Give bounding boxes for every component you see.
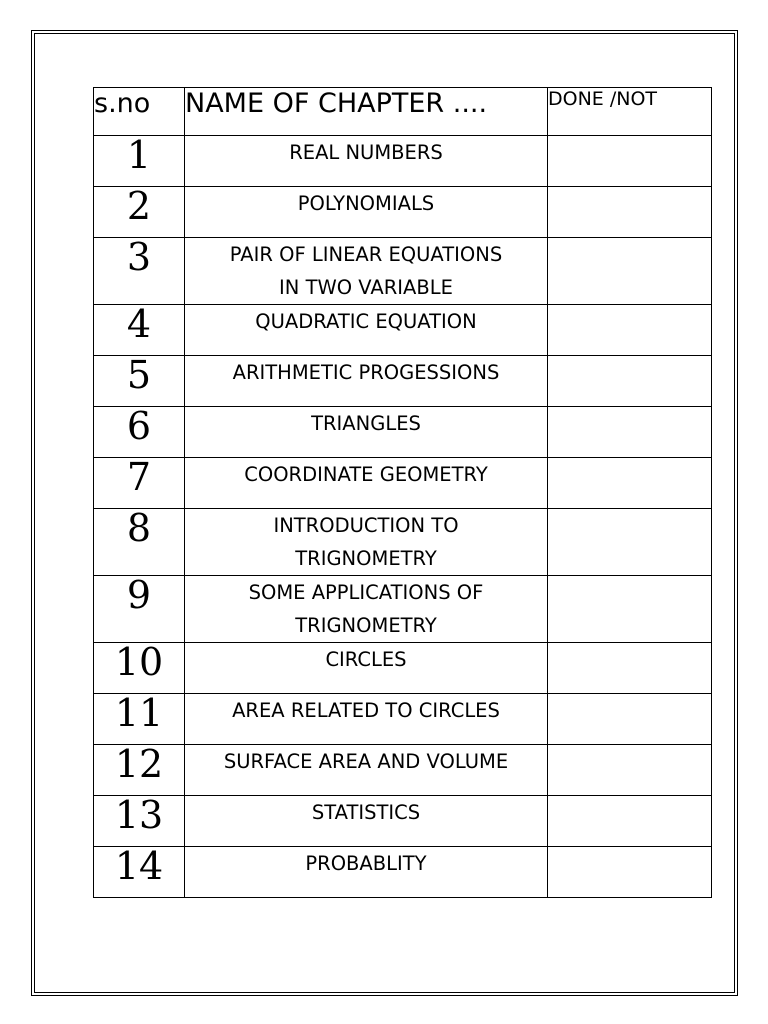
table-row	[94, 187, 712, 238]
done-status-cell[interactable]	[548, 796, 712, 847]
table-row	[94, 745, 712, 796]
chapter-name	[185, 458, 548, 509]
chapter-name	[185, 356, 548, 407]
chapter-name	[185, 407, 548, 458]
table-row	[94, 305, 712, 356]
table-row	[94, 694, 712, 745]
chapter-number: 5	[94, 356, 185, 407]
done-status-cell[interactable]	[548, 407, 712, 458]
chapter-name-line: INTRODUCTION TO	[273, 514, 459, 537]
header-done-status: DONE /NOT	[548, 88, 712, 136]
chapter-name-line: STATISTICS	[311, 801, 421, 824]
chapter-name	[185, 576, 548, 643]
chapter-number: 1	[94, 136, 185, 187]
chapter-name	[185, 643, 548, 694]
chapter-name-line: TRIANGLES	[311, 412, 421, 435]
chapter-name-line: CIRCLES	[325, 648, 407, 671]
table-row	[94, 238, 712, 305]
done-status-cell[interactable]	[548, 643, 712, 694]
done-status-cell[interactable]	[548, 847, 712, 898]
done-status-cell[interactable]	[548, 356, 712, 407]
chapter-name-line: REAL NUMBERS	[289, 141, 443, 164]
chapter-number: 10	[94, 643, 185, 694]
chapter-name-line: ARITHMETIC PROGESSIONS	[232, 361, 500, 384]
chapter-name-line: AREA RELATED TO CIRCLES	[232, 699, 500, 722]
chapter-number: 3	[94, 238, 185, 305]
chapter-name	[185, 238, 548, 305]
table-row	[94, 847, 712, 898]
chapter-name	[185, 694, 548, 745]
done-status-cell[interactable]	[548, 458, 712, 509]
table-row	[94, 643, 712, 694]
chapter-number: 8	[94, 509, 185, 576]
chapter-checklist-table	[93, 87, 712, 898]
done-status-cell[interactable]	[548, 187, 712, 238]
table-row	[94, 576, 712, 643]
chapter-number: 7	[94, 458, 185, 509]
table-row	[94, 356, 712, 407]
chapter-name	[185, 745, 548, 796]
done-status-cell[interactable]	[548, 136, 712, 187]
chapter-number: 12	[94, 745, 185, 796]
chapter-name	[185, 509, 548, 576]
table-row	[94, 509, 712, 576]
chapter-name-line: PAIR OF LINEAR EQUATIONS	[229, 243, 503, 266]
done-status-cell[interactable]	[548, 305, 712, 356]
chapter-number: 4	[94, 305, 185, 356]
done-status-cell[interactable]	[548, 745, 712, 796]
chapter-name	[185, 796, 548, 847]
done-status-cell[interactable]	[548, 694, 712, 745]
chapter-name-line: POLYNOMIALS	[297, 192, 435, 215]
chapter-name-line: SURFACE AREA AND VOLUME	[223, 750, 509, 773]
chapter-name-line: TRIGNOMETRY	[295, 614, 437, 637]
table-row	[94, 407, 712, 458]
chapter-number: 2	[94, 187, 185, 238]
chapter-name-line: QUADRATIC EQUATION	[255, 310, 477, 333]
chapter-name-line: COORDINATE GEOMETRY	[244, 463, 488, 486]
chapter-name	[185, 305, 548, 356]
header-chapter-name: NAME OF CHAPTER ....	[185, 88, 548, 136]
chapter-number: 9	[94, 576, 185, 643]
header-sno: s.no	[94, 88, 185, 136]
done-status-cell[interactable]	[548, 238, 712, 305]
chapter-name-line: IN TWO VARIABLE	[279, 276, 453, 299]
chapter-number: 14	[94, 847, 185, 898]
table-row	[94, 796, 712, 847]
chapter-name-line: TRIGNOMETRY	[295, 547, 437, 570]
done-status-cell[interactable]	[548, 509, 712, 576]
table-row	[94, 136, 712, 187]
chapter-name-line: SOME APPLICATIONS OF	[248, 581, 484, 604]
chapter-number: 11	[94, 694, 185, 745]
header-row	[94, 88, 712, 136]
chapter-number: 13	[94, 796, 185, 847]
chapter-name	[185, 847, 548, 898]
chapter-list	[94, 133, 712, 898]
chapter-name	[185, 136, 548, 187]
chapter-name-line: PROBABLITY	[305, 852, 427, 875]
table-row	[94, 458, 712, 509]
done-status-cell[interactable]	[548, 576, 712, 643]
chapter-number: 6	[94, 407, 185, 458]
chapter-name	[185, 187, 548, 238]
